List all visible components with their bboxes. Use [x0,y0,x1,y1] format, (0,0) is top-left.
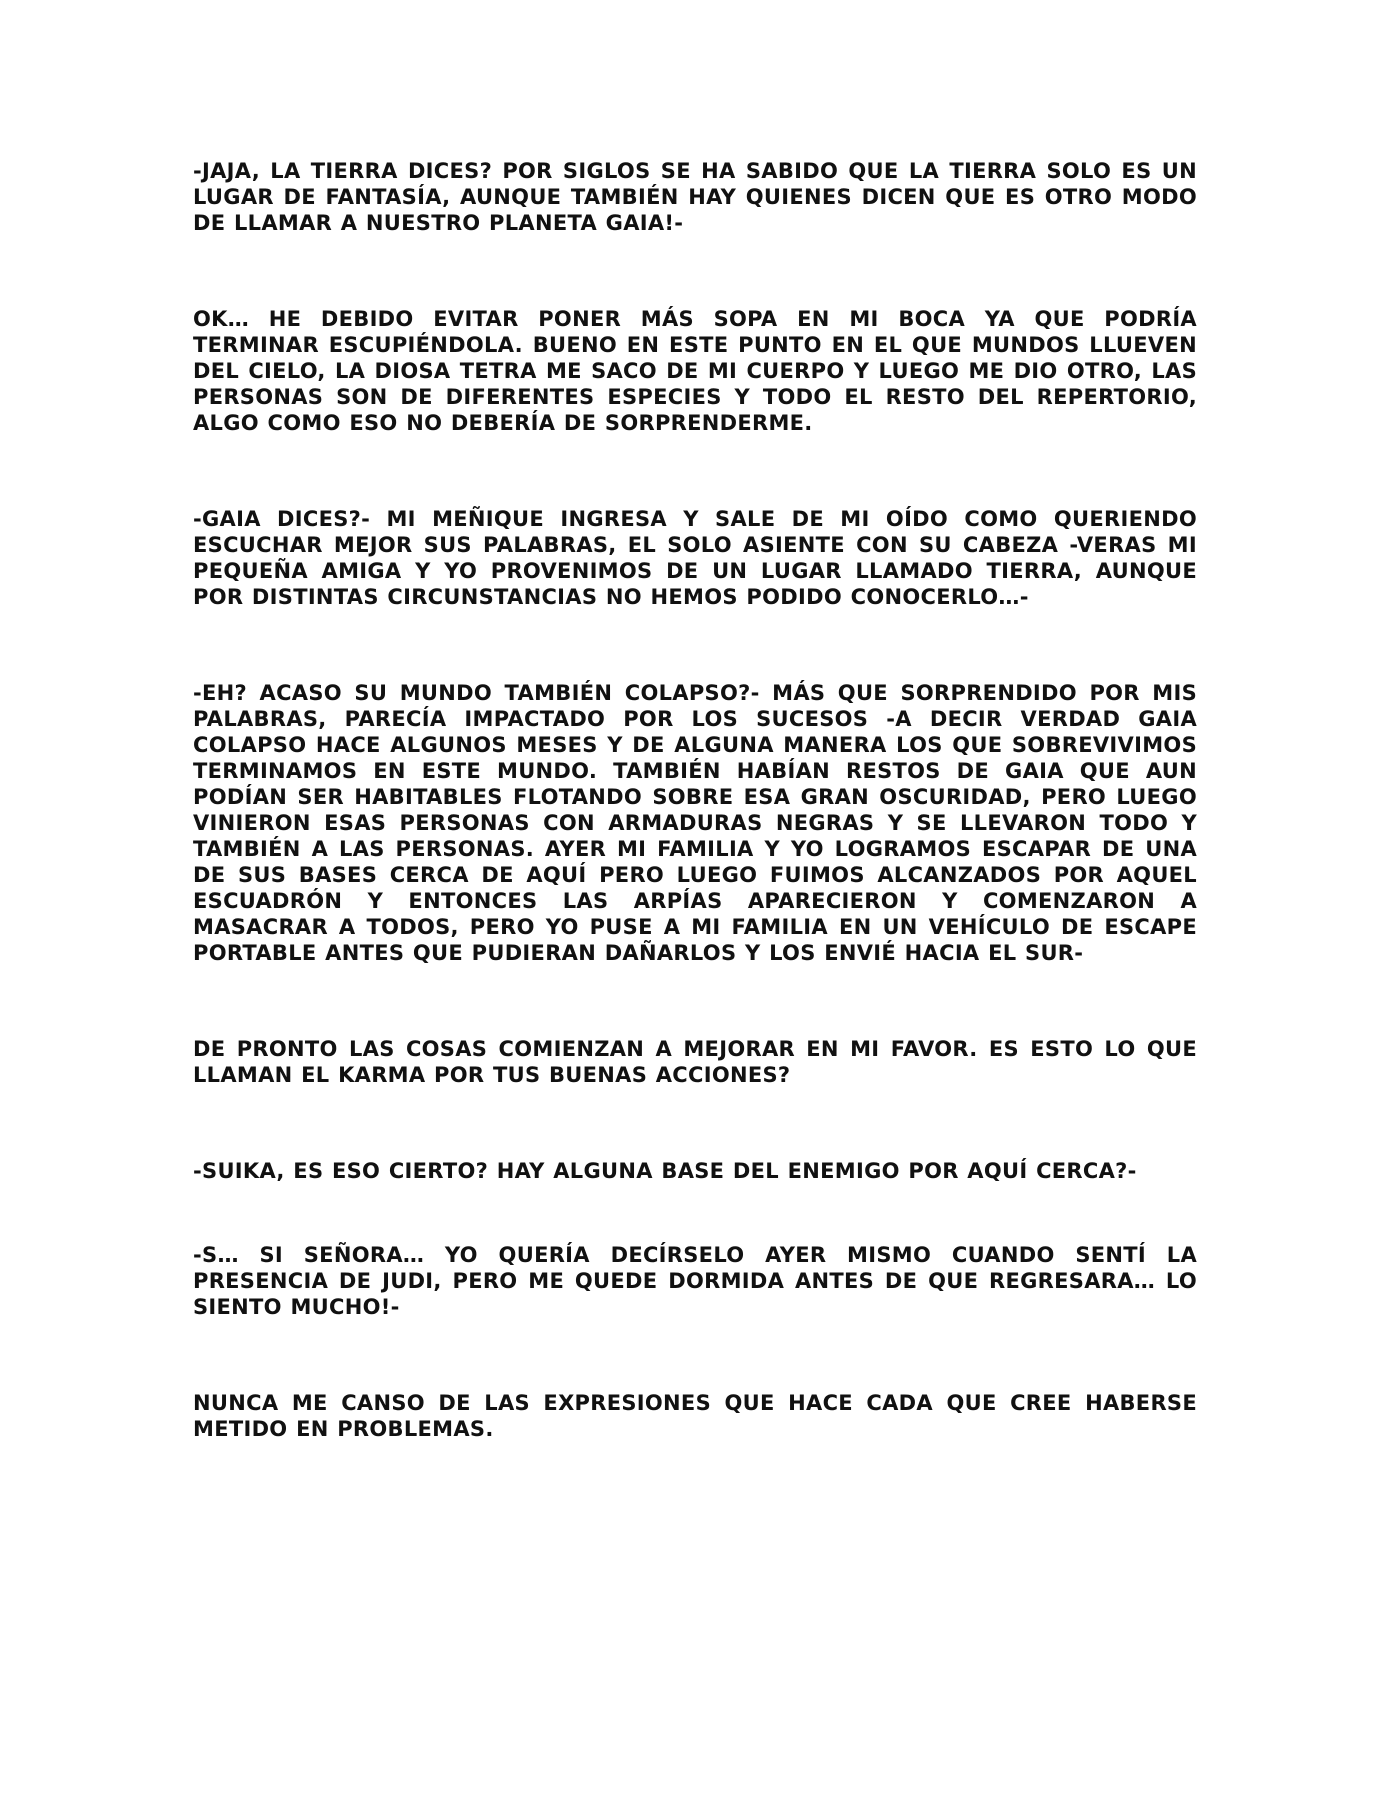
paragraph-2: OK… HE DEBIDO EVITAR PONER MÁS SOPA EN MI BOCA YA QUE PODRÍA TERMINAR ESCUPIÉNDOLA. BUENO EN ESTE PUNTO EN EL QUE MUNDOS LLUEVEN DEL CIELO, LA DIOSA TETRA ME SACO DE MI CUERPO Y LUEGO ME DIO OTRO, LAS PERSONAS SON DE DIFERENTES ESPECIES Y TODO EL RESTO DEL REPERTORIO, ALGO COMO ESO NO DEBERÍA DE SORPRENDERME. [193,307,1197,435]
paragraph-5: DE PRONTO LAS COSAS COMIENZAN A MEJORAR EN MI FAVOR. ES ESTO LO QUE LLAMAN EL KARMA POR TUS BUENAS ACCIONES? [193,1037,1197,1087]
paragraph-1: -JAJA, LA TIERRA DICES? POR SIGLOS SE HA SABIDO QUE LA TIERRA SOLO ES UN LUGAR DE FANTASÍA, AUNQUE TAMBIÉN HAY QUIENES DICEN QUE ES OTRO MODO DE LLAMAR A NUESTRO PLANETA GAIA!- [193,159,1197,235]
paragraph-6: -SUIKA, ES ESO CIERTO? HAY ALGUNA BASE DEL ENEMIGO POR AQUÍ CERCA?- [193,1159,1137,1183]
paragraph-3: -GAIA DICES?- MI MEÑIQUE INGRESA Y SALE DE MI OÍDO COMO QUERIENDO ESCUCHAR MEJOR SUS PALABRAS, EL SOLO ASIENTE CON SU CABEZA -VERAS MI PEQUEÑA AMIGA Y YO PROVENIMOS DE UN LUGAR LLAMADO TIERRA, AUNQUE POR DISTINTAS CIRCUNSTANCIAS NO HEMOS PODIDO CONOCERLO…- [193,507,1197,609]
paragraph-4: -EH? ACASO SU MUNDO TAMBIÉN COLAPSO?- MÁS QUE SORPRENDIDO POR MIS PALABRAS, PARECÍA IMPACTADO POR LOS SUCESOS -A DECIR VERDAD GAIA COLAPSO HACE ALGUNOS MESES Y DE ALGUNA MANERA LOS QUE SOBREVIVIMOS TERMINAMOS EN ESTE MUNDO. TAMBIÉN HABÍAN RESTOS DE GAIA QUE AUN PODÍAN SER HABITABLES FLOTANDO SOBRE ESA GRAN OSCURIDAD, PERO LUEGO VINIERON ESAS PERSONAS CON ARMADURAS NEGRAS Y SE LLEVARON TODO Y TAMBIÉN A LAS PERSONAS. AYER MI FAMILIA Y YO LOGRAMOS ESCAPAR DE UNA DE SUS BASES CERCA DE AQUÍ PERO LUEGO FUIMOS ALCANZADOS POR AQUEL ESCUADRÓN Y ENTONCES LAS ARPÍAS APARECIERON Y COMENZARON A MASACRAR A TODOS, PERO YO PUSE A MI FAMILIA EN UN VEHÍCULO DE ESCAPE PORTABLE ANTES QUE PUDIERAN DAÑARLOS Y LOS ENVIÉ HACIA EL SUR- [193,681,1197,965]
paragraph-7: -S… SI SEÑORA… YO QUERÍA DECÍRSELO AYER MISMO CUANDO SENTÍ LA PRESENCIA DE JUDI, PERO ME QUEDE DORMIDA ANTES DE QUE REGRESARA… LO SIENTO MUCHO!- [193,1243,1197,1319]
document-body [193,158,1197,1442]
paragraph-8: NUNCA ME CANSO DE LAS EXPRESIONES QUE HACE CADA QUE CREE HABERSE METIDO EN PROBLEMAS. [193,1391,1197,1441]
